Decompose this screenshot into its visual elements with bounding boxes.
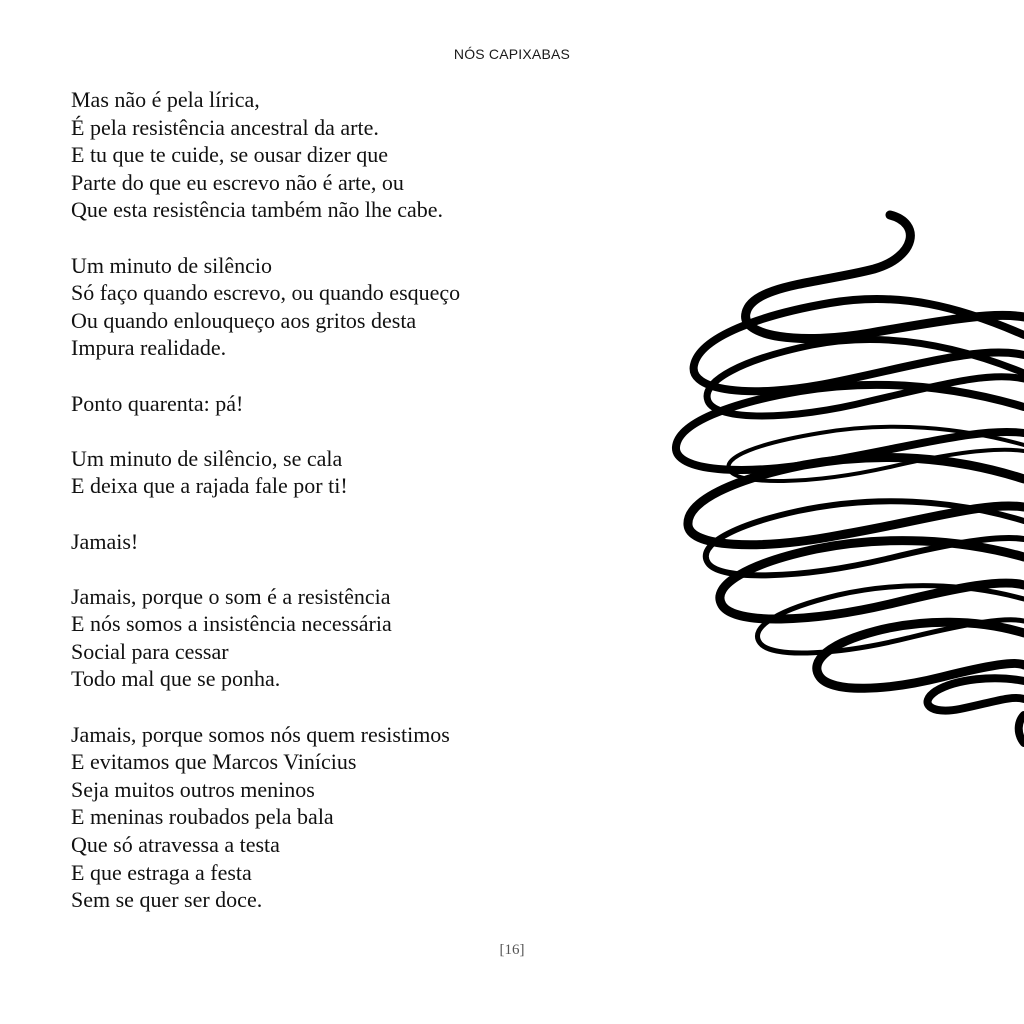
poem-line: Um minuto de silêncio, se cala: [71, 445, 343, 471]
poem-line: Jamais, porque somos nós quem resistimos: [71, 721, 450, 747]
poem-line: Seja muitos outros meninos: [71, 776, 315, 802]
poem-line: Ou quando enlouqueço aos gritos desta: [71, 307, 417, 333]
stanza: [71, 583, 631, 693]
poem-line: Jamais!: [71, 528, 139, 554]
poem-line: Sem se quer ser doce.: [71, 887, 263, 913]
poem-line: Todo mal que se ponha.: [71, 666, 281, 692]
poem-body: [71, 86, 631, 914]
stanza: [71, 528, 631, 556]
ornament-stroke: [1019, 715, 1024, 743]
poem-line: E deixa que a rajada fale por ti!: [71, 473, 348, 499]
poem-line: Que esta resistência também não lhe cabe.: [71, 197, 444, 223]
poem-line: Parte do que eu escrevo não é arte, ou: [71, 169, 404, 195]
poem-line: E tu que te cuide, se ousar dizer que: [71, 142, 389, 168]
stanza: [71, 252, 631, 362]
poem-line: É pela resistência ancestral da arte.: [71, 114, 379, 140]
poem-line: E evitamos que Marcos Vinícius: [71, 749, 357, 775]
stanza: [71, 445, 631, 500]
poem-line: E nós somos a insistência necessária: [71, 611, 392, 637]
poem-line: Social para cessar: [71, 638, 229, 664]
poem-line: Mas não é pela lírica,: [71, 87, 260, 112]
stanza: [71, 390, 631, 418]
ornament-stroke: [720, 541, 1024, 619]
poem-line: E que estraga a festa: [71, 859, 252, 885]
ornament-stroke: [928, 678, 1024, 710]
poem-line: Só faço quando escrevo, ou quando esqueço: [71, 280, 461, 306]
stanza: [71, 721, 631, 914]
poem-line: E meninas roubados pela bala: [71, 804, 334, 830]
poem-line: Que só atravessa a testa: [71, 832, 280, 858]
running-title: NÓS CAPIXABAS: [453, 46, 571, 62]
poem-line: Um minuto de silêncio: [71, 252, 273, 278]
poem-line: Ponto quarenta: pá!: [71, 390, 244, 416]
page-number: [16]: [499, 942, 525, 958]
stanza: [71, 86, 631, 224]
poem-line: Impura realidade.: [71, 335, 227, 361]
poem-line: Jamais, porque o som é a resistência: [71, 583, 391, 609]
scribble-ornament: [660, 195, 1024, 755]
